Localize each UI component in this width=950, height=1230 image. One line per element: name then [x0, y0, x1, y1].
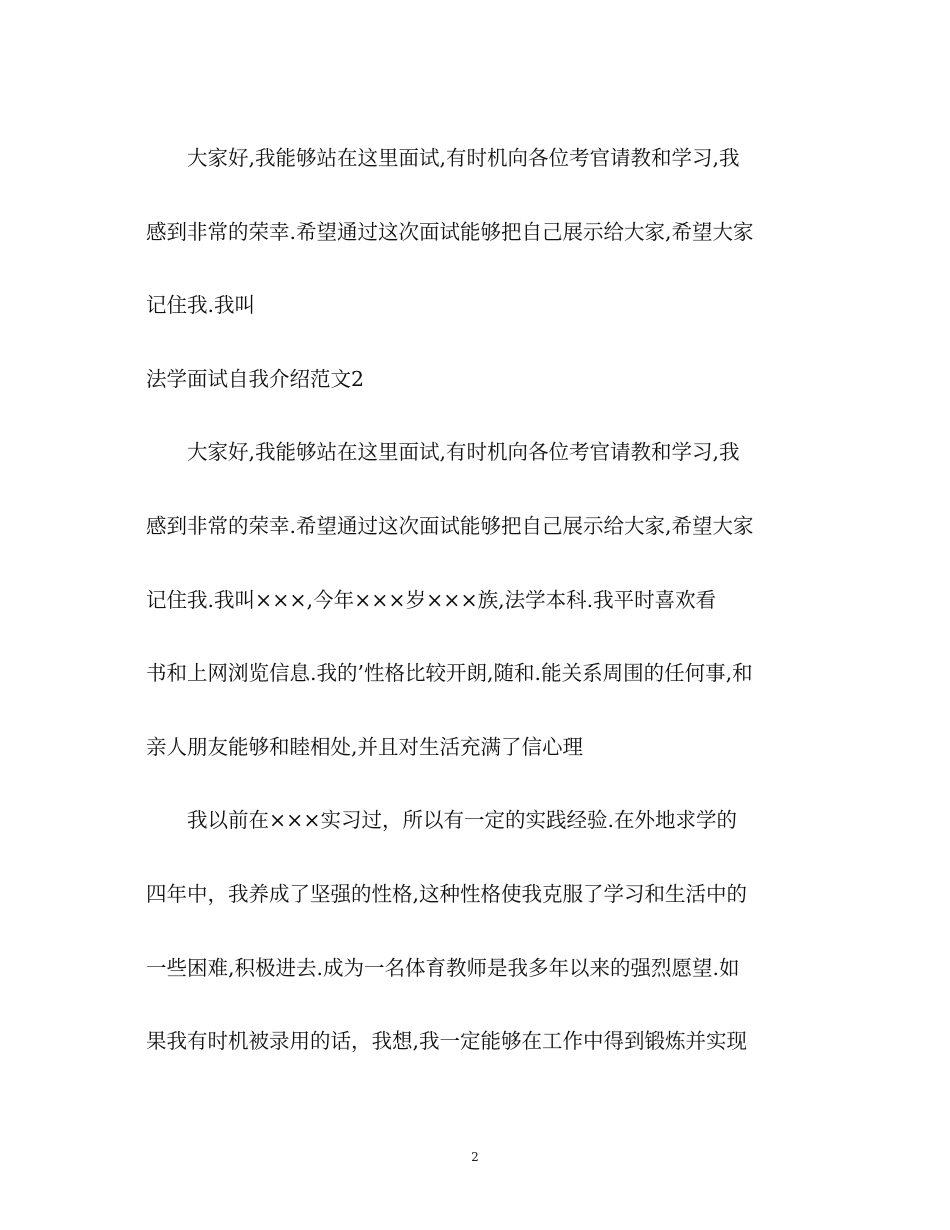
paragraph-3-line-3: 一些困难,积极进去.成为一名体育教师是我多年以来的强烈愿望.如 — [146, 955, 740, 980]
paragraph-3-line-4: 果我有时机被录用的话，我想,我一定能够在工作中得到锻炼并实现 — [146, 1029, 748, 1054]
paragraph-1-line-2: 感到非常的荣幸.希望通过这次面试能够把自己展示给大家,希望大家 — [146, 219, 754, 244]
paragraph-1-line-3: 记住我.我叫 — [146, 293, 256, 318]
paragraph-3-line-1: 我以前在×××实习过，所以有一定的实践经验.在外地求学的 — [187, 808, 738, 833]
paragraph-2-line-4: 书和上网浏览信息.我的’性格比较开朗,随和.能关系周围的任何事,和 — [146, 661, 753, 686]
section-heading: 法学面试自我介绍范文2 — [146, 366, 365, 391]
paragraph-2-line-1: 大家好,我能够站在这里面试,有时机向各位考官请教和学习,我 — [187, 440, 740, 465]
paragraph-3-line-2: 四年中，我养成了坚强的性格,这种性格使我克服了学习和生活中的 — [146, 881, 748, 906]
paragraph-2-line-2: 感到非常的荣幸.希望通过这次面试能够把自己展示给大家,希望大家 — [146, 513, 754, 538]
paragraph-1-line-1: 大家好,我能够站在这里面试,有时机向各位考官请教和学习,我 — [187, 146, 740, 170]
document-body — [146, 135, 811, 1092]
paragraph-2-line-3: 记住我.我叫×××,今年×××岁×××族,法学本科.我平时喜欢看 — [146, 587, 717, 612]
page-number: 2 — [471, 1150, 479, 1164]
paragraph-2-line-5: 亲人朋友能够和睦相处,并且对生活充满了信心理 — [146, 734, 584, 759]
